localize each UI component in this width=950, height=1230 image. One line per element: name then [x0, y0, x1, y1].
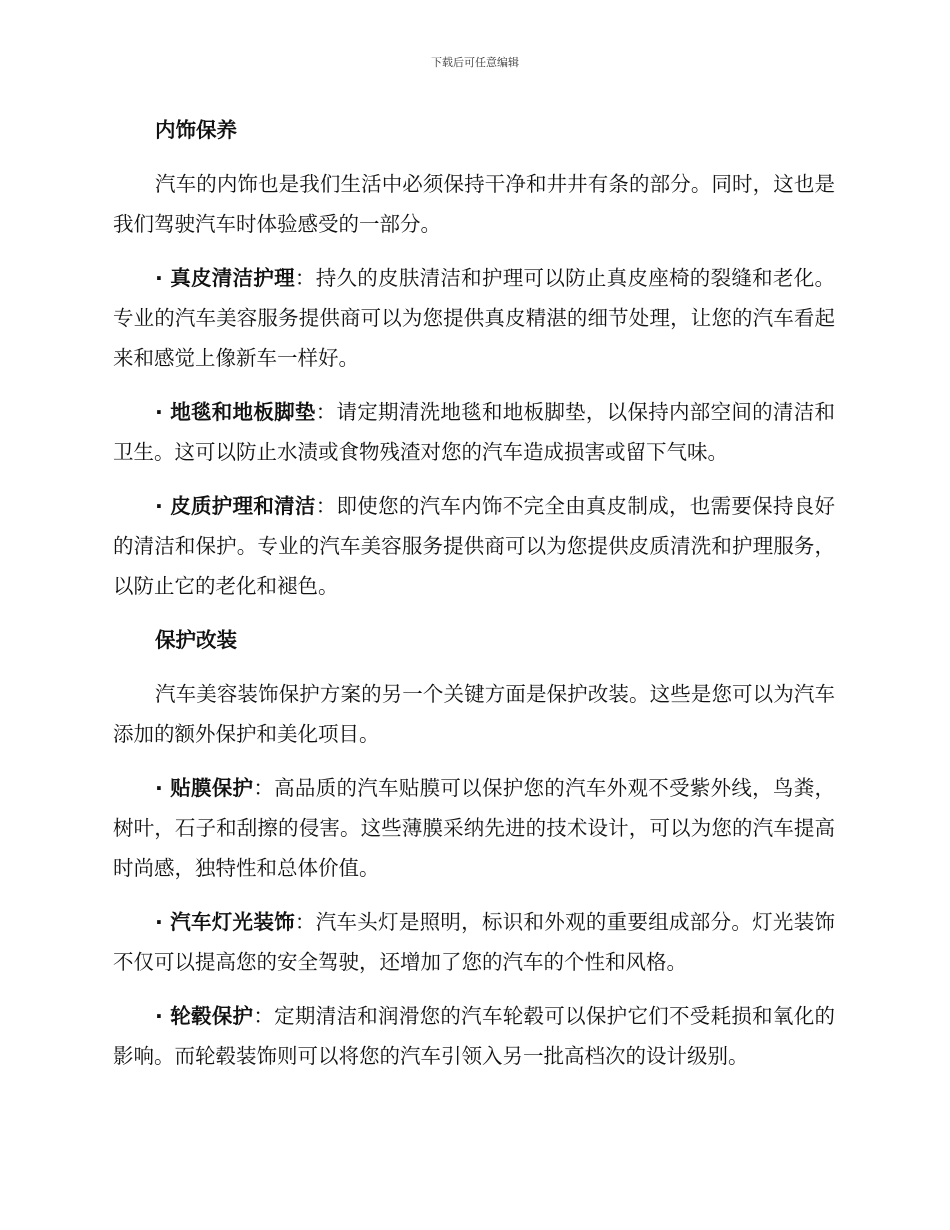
- bullet-item-light-decoration: [113, 902, 835, 982]
- bullet-text: ：汽车头灯是照明，标识和外观的重要组成部分。灯光装饰不仅可以提高您的安全驾驶，还增加了您的汽车的个性和风格。: [113, 910, 836, 974]
- bullet-item-wheel-protection: [113, 996, 835, 1076]
- bullet-term: · 贴膜保护: [155, 776, 254, 800]
- bullet-text: ：定期清洁和润滑您的汽车轮毂可以保护它们不受耗损和氧化的影响。而轮毂装饰则可以将您的汽车引领入另一批高档次的设计级别。: [113, 1004, 835, 1068]
- bullet-term: · 真皮清洁护理: [155, 266, 295, 290]
- bullet-term: · 轮毂保护: [155, 1004, 254, 1028]
- bullet-text: ：请定期清洗地毯和地板脚垫，以保持内部空间的清洁和卫生。这可以防止水渍或食物残渣对您的汽车造成损害或留下气味。: [113, 400, 835, 464]
- section-intro-interior-care: 汽车的内饰也是我们生活中必须保持干净和井井有条的部分。同时，这也是我们驾驶汽车时体验感受的一部分。: [113, 172, 835, 236]
- document-body: [113, 110, 835, 1090]
- bullet-term: · 皮质护理和清洁: [155, 494, 316, 518]
- bullet-text: ：持久的皮肤清洁和护理可以防止真皮座椅的裂缝和老化。专业的汽车美容服务提供商可以为您提供真皮精湛的细节处理，让您的汽车看起来和感觉上像新车一样好。: [113, 266, 836, 370]
- section-intro-protective-mods: 汽车美容装饰保护方案的另一个关键方面是保护改装。这些是您可以为汽车添加的额外保护和美化项目。: [113, 682, 835, 746]
- bullet-text: ：高品质的汽车贴膜可以保护您的汽车外观不受紫外线，鸟粪，树叶，石子和刮擦的侵害。这些薄膜采纳先进的技术设计，可以为您的汽车提高时尚感，独特性和总体价值。: [113, 776, 835, 880]
- section-heading-protective-mods: 保护改装: [155, 628, 237, 652]
- bullet-term: · 地毯和地板脚垫: [155, 400, 316, 424]
- bullet-item-carpet-mats: [113, 392, 835, 472]
- section-heading-interior-care: 内饰保养: [155, 118, 237, 142]
- bullet-item-leather-care: [113, 258, 835, 378]
- page-header: 下载后可任意编辑: [431, 56, 519, 69]
- bullet-item-film-protection: [113, 768, 835, 888]
- bullet-item-leatherette-care: [113, 486, 835, 606]
- bullet-term: · 汽车灯光装饰: [155, 910, 295, 934]
- bullet-text: ：即使您的汽车内饰不完全由真皮制成，也需要保持良好的清洁和保护。专业的汽车美容服务提供商可以为您提供皮质清洗和护理服务，以防止它的老化和褪色。: [113, 494, 835, 598]
